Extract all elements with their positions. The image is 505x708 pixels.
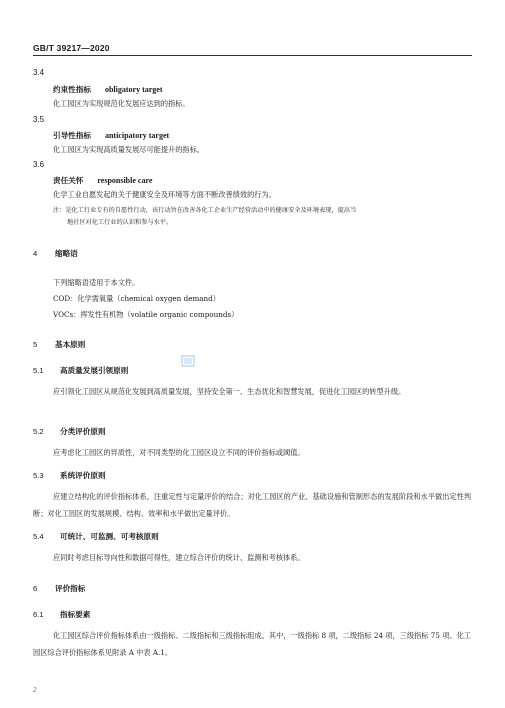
subsection-number: 5.3 — [33, 471, 44, 480]
subsection-number: 5.1 — [33, 366, 44, 375]
paragraph: 应建立结构化的评价指标体系，注重定性与定量评价的结合；对化工园区的产业、基础设施和管制形态的发展阶段和水平做出定性判断；对化工园区的发展规模、结构、效率和水平做出定量评价。 — [33, 492, 471, 518]
abbreviation-intro: 下列缩略语适用于本文件。 — [53, 278, 140, 287]
subsection-heading — [33, 365, 128, 376]
term-definition: 化工园区为实现高质量发展尽可能提升的指标。 — [53, 145, 204, 154]
section-number: 4 — [33, 249, 38, 258]
section-number: 6 — [33, 584, 38, 593]
page-number: 2 — [33, 686, 37, 694]
paragraph: 应考虑化工园区的异质性，对不同类型的化工园区设立不同的评价指标或阈值。 — [53, 448, 305, 457]
subsection-title: 可统计、可监测、可考核原则 — [60, 532, 159, 541]
term-name-zh: 约束性指标 — [53, 85, 91, 94]
subsection-heading — [33, 470, 106, 481]
standard-code: GB/T 39217—2020 — [33, 43, 110, 53]
section-heading — [33, 583, 85, 594]
term-definition: 化学工业自愿发起的关于健康安全及环境等方面不断改善绩效的行为。 — [53, 190, 276, 199]
term-name-zh: 责任关怀 — [53, 176, 84, 185]
term-note-line: 地社区对化工行业的认识和参与水平。 — [67, 219, 173, 226]
term-name-en: obligatory target — [104, 85, 163, 94]
term-name-zh: 引导性指标 — [53, 131, 91, 140]
term-name-en: anticipatory target — [104, 131, 170, 140]
section-number: 5 — [33, 340, 38, 349]
section-title: 基本原则 — [55, 340, 86, 349]
section-heading — [33, 248, 78, 259]
term-name — [53, 175, 152, 186]
abbreviation-item: VOCs：挥发性有机物（volatile organic compounds） — [53, 310, 239, 319]
section-title: 评价指标 — [55, 584, 86, 593]
abbreviation-item: COD：化学需氧量（chemical oxygen demand） — [53, 294, 220, 303]
subsection-title: 高质量发展引领原则 — [60, 366, 129, 375]
subsection-number: 5.2 — [33, 427, 44, 436]
term-note-line: 注：是化工行业专有的自愿性行动，该行动旨在改善各化工企业生产经营活动中的健康安全及环境表现，提高当 — [53, 207, 357, 214]
header-rule — [33, 55, 472, 56]
subsection-title: 分类评价原则 — [60, 427, 106, 436]
term-name — [53, 130, 169, 141]
subsection-heading — [33, 609, 90, 620]
term-number: 3.4 — [33, 68, 45, 77]
term-number: 3.5 — [33, 115, 45, 124]
term-note — [53, 205, 473, 229]
paragraph: 化工园区综合评价指标体系由一级指标、二级指标和三级指标组成。其中，一级指标 8 项，二级指标 24 项，三级指标 75 项。化工园区综合评价指标体系见附录 A 中表 A.1。 — [33, 631, 471, 657]
subsection-heading — [33, 531, 159, 542]
term-name — [53, 84, 163, 95]
section-title: 缩略语 — [55, 249, 78, 258]
subsection-number: 5.4 — [33, 532, 44, 541]
section-heading — [33, 339, 85, 350]
subsection-number: 6.1 — [33, 610, 44, 619]
term-number: 3.6 — [33, 160, 45, 169]
paragraph: 应同时考虑目标导向性和数据可得性，建立综合评价的统计、监测和考核体系。 — [53, 553, 305, 562]
watermark-stamp-icon — [181, 354, 195, 368]
term-definition: 化工园区为实现规范化发展应达到的指标。 — [53, 99, 190, 108]
subsection-title: 系统评价原则 — [60, 471, 106, 480]
subsection-heading — [33, 426, 106, 437]
paragraph: 应引领化工园区从规范化发展到高质量发展，坚持安全第一、生态优化和智慧发展，促进化工园区的转型升级。 — [53, 387, 406, 396]
subsection-title: 指标要素 — [60, 610, 91, 619]
term-name-en: responsible care — [97, 176, 153, 185]
